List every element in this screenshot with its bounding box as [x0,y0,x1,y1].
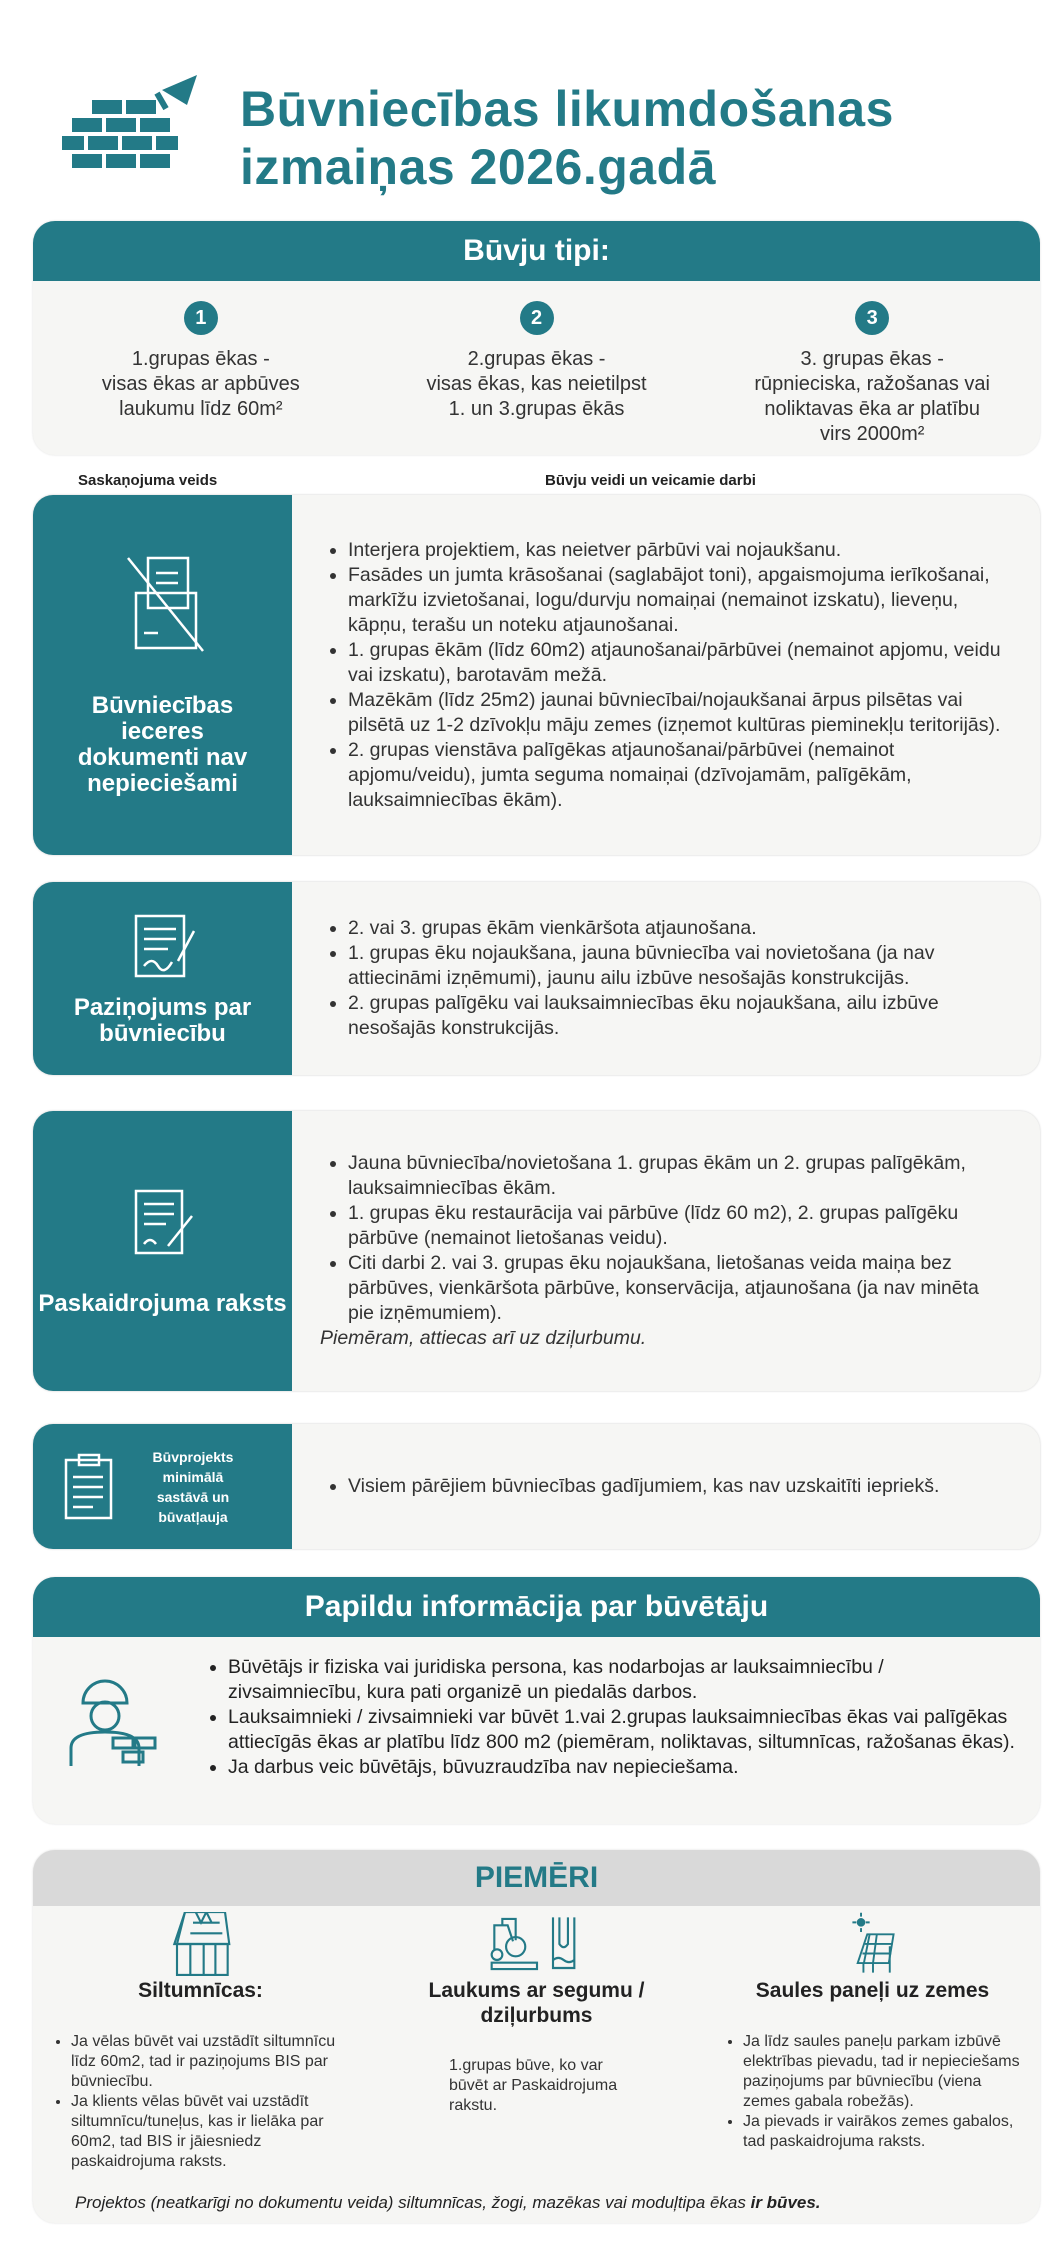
list-item: • Citi darbi 2. vai 3. grupas ēku nojaukšana, lietošanas veida maiņa bez pārbūves, vienkāršota pārbūve, konservācija, atjaunošana (ja nav minēta pie izņēmumiem). [348,1251,1010,1326]
examples-footer [75,2192,1020,2213]
list-item: • 2. grupas vienstāva palīgēkas atjaunošanai/pārbūvei (nemainot apjomu/veidu), jumta seguma nomaiņai (dzīvojamām, palīgēkām, lauksaimniecības ēkām). [348,738,1010,813]
number-badge: 1 [184,301,218,335]
clipboard-icon [61,1452,116,1522]
list-item: • Mazēkām (līdz 25m2) jaunai būvniecībai/nojaukšanai ārpus pilsētas vai pilsētā uz 1-2 dzīvokļu māju zemes (izņemot kultūras pieminekļu teritorijās). [348,688,1010,738]
examples-title: PIEMĒRI [33,1850,1040,1906]
list-item: • 2. vai 3. grupas ēkām vienkāršota atjaunošana. [348,916,1010,941]
type-line: visas ēkas ar apbūves [101,373,300,395]
example-solar [705,1906,1040,2176]
column-header-left: Saskaņojuma veids [78,472,218,489]
type-1 [33,301,369,447]
road-roller-well-icon [489,1912,585,1976]
approval-row-permit [33,1424,1040,1549]
footer-bold-text: ir būves. [750,2193,821,2212]
list-item: • Būvētājs ir fiziska vai juridiska persona, kas nodarbojas ar lauksaimniecību / zivsaimniecību, kura pati organizē un piedalās darbos. [228,1655,1020,1705]
type-line: virs 2000m² [819,423,925,445]
page-title [240,80,894,196]
number-badge: 3 [855,301,889,335]
type-line: laukumu līdz 60m² [119,398,283,420]
example-text: 1.grupas būve, ko var būvēt ar Paskaidrojuma rakstu. [449,2057,618,2114]
list-item: • Visiem pārējiem būvniecības gadījumiem, kas nav uzskaitīti iepriekš. [348,1474,1010,1499]
types-title: Būvju tipi: [33,221,1040,281]
list-item: • 1. grupas ēku nojaukšana, jauna būvniecība vai novietošana (ja nav attiecināmi izņēmumi), jaunu ailu izbūve nesošajās konstrukcijās. [348,941,1010,991]
list-item: • 1. grupas ēkām (līdz 60m2) atjaunošanai/pārbūvei (nemainot apjomu, veidu vai izskatu), barotavām mežā. [348,638,1010,688]
approval-type-label: Būvniecības ieceres dokumenti nav nepieciešami [77,692,248,797]
list-item: • Lauksaimnieki / zivsaimnieki var būvēt 1.vai 2.grupas lauksaimniecības ēkas vai palīgēkas attiecīgās ēkas ar platību līdz 800 m2 (piemēram, noliktavas, siltumnīcas, ražošanas ēkas). [228,1705,1020,1755]
list-item: • Ja klients vēlas būvēt vai uzstādīt siltumnīcu/tuneļus, kas ir lielāka par 60m2, tad BIS ir jāiesniedz paskaidrojuma raksts. [71,2092,356,2172]
title-line: izmaiņas 2026.gadā [240,139,716,195]
type-line: noliktavas ēka ar platību [764,398,981,420]
example-title: Saules paneļi uz zemes [755,1979,990,2002]
document-pen-icon [128,1186,198,1261]
approval-type-label: Paziņojums par būvniecību [73,993,252,1047]
type-line: visas ēkas, kas neietilpst [426,373,647,395]
approval-type-label: Paskaidrojuma raksts [38,1289,287,1317]
list-item: • Ja pievads ir vairākos zemes gabalos, tad paskaidrojuma raksts. [743,2112,1028,2152]
builder-icon [63,1668,158,1768]
list-item: • 2. grupas palīgēku vai lauksaimniecības ēku nojaukšana, ailu izbūve nesošajās konstrukcijās. [348,991,1010,1041]
example-title: Laukums ar segumu / dziļurbums [428,1979,645,2027]
greenhouse-icon [171,1912,231,1976]
list-item: • Interjera projektiem, kas neietver pārbūvi vai nojaukšanu. [348,538,1010,563]
building-types-card [33,221,1040,455]
type-line: 3. grupas ēkas - [800,348,944,370]
signed-document-icon [128,911,198,981]
type-3 [704,301,1040,447]
list-item: • Fasādes un jumta krāsošanai (saglabājot toni), apgaismojuma ierīkošanai, markīžu izvietošanai, logu/durvju nomaiņai (nemainot izskatu), lieveņu, kāpņu, terašu un noteku atjaunošanai. [348,563,1010,638]
type-line: 2.grupas ēkas - [467,348,606,370]
title-line: Būvniecības likumdošanas [240,81,894,137]
builder-info-card [33,1577,1040,1824]
list-item: • Ja vēlas būvēt vai uzstādīt siltumnīcu līdz 60m2, tad ir paziņojums BIS par būvniecību. [71,2032,356,2092]
number-badge: 2 [520,301,554,335]
type-2 [369,301,705,447]
approval-type-label: Būvprojekts minimālā sastāvā un būvatļauja [152,1448,234,1525]
approval-row-explanatory [33,1111,1040,1391]
list-item: • Jauna būvniecība/novietošana 1. grupas ēkām un 2. grupas palīgēkām, lauksaimniecības ēkām. [348,1151,1010,1201]
approval-row-no-docs [33,495,1040,855]
example-title: Siltumnīcas: [138,1979,263,2002]
note: Piemēram, attiecas arī uz dziļurbumu. [320,1327,647,1349]
column-header-right: Būvju veidi un veicamie darbi [545,472,756,489]
list-item: • Ja līdz saules paneļu parkam izbūvē elektrības pievadu, tad ir nepieciešams paziņojums par būvniecību (viena zemes gabala robežās). [743,2032,1028,2112]
type-line: rūpnieciska, ražošanas vai [754,373,991,395]
brick-wall-trowel-icon [62,70,202,180]
examples-card [33,1850,1040,2223]
type-line: 1.grupas ēkas - [131,348,270,370]
example-greenhouse [33,1906,368,2176]
list-item: • Ja darbus veic būvētājs, būvuzraudzība nav nepieciešama. [228,1755,1020,1780]
list-item: • 1. grupas ēku restaurācija vai pārbūve (līdz 60 m2), 2. grupas palīgēku pārbūve (nemainot lietošanas veidu). [348,1201,1010,1251]
type-line: 1. un 3.grupas ēkās [448,398,625,420]
no-documents-icon [118,553,208,653]
example-paved-area [369,1906,704,2176]
solar-panel-icon [849,1908,897,1976]
footer-text: Projektos (neatkarīgi no dokumentu veida) siltumnīcas, žogi, mazēkas vai moduļtipa ēkas [75,2193,751,2212]
builder-info-title: Papildu informācija par būvētāju [33,1577,1040,1637]
approval-row-notification [33,882,1040,1075]
